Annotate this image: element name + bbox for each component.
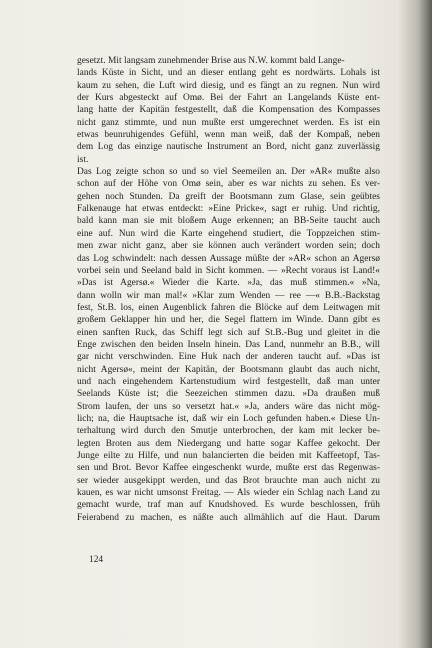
text-line: gesetzt. Mit langsam zunehmender Brise aus N.W. kommt bald Lange- bbox=[77, 56, 345, 66]
text-line: gehen noch Stunden. Da greift der Bootsmann zum Glase, sein geübtes bbox=[77, 191, 380, 202]
text-line: gar nicht verschwinden. Eine Huk nach der anderen taucht auf. »Das ist bbox=[77, 352, 380, 363]
text-line: fest, St.B. los, einen Augenblick fahren die Blöcke auf dem Leitwagen mit bbox=[77, 302, 380, 313]
text-line: dann wolln wir man mal!« »Klar zum Wenden — ree —« B.B.-Backstag bbox=[77, 290, 380, 301]
text-line: Falkenauge hat etwas entdeckt: »Eine Pricke«, sagt er ruhig. Und richtig, bbox=[77, 204, 380, 215]
text-line: etwas beunruhigendes Gefühl, wenn man weiß, daß der Kompaß, neben bbox=[77, 130, 380, 141]
text-line: lands Küste in Sicht, und an dieser entlang geht es nordwärts. Lohals ist bbox=[77, 68, 380, 79]
text-line: ist. bbox=[77, 154, 89, 165]
page-number: 124 bbox=[89, 555, 104, 565]
text-line: kauen, es war nicht umsonst Freitag. — Als wieder ein Schlag nach Land zu bbox=[77, 488, 380, 499]
text-line: Feierabend zu machen, es näßte auch allmählich auf die Haut. Darum bbox=[77, 512, 380, 523]
text-line: sen und Brot. Bevor Kaffee eingeschenkt wurde, mußte erst das Regenwas- bbox=[77, 463, 380, 474]
text-line: lang hatte der Kapitän festgestellt, daß die Kompensation des Kompasses bbox=[77, 105, 380, 116]
text-line: vorbei sein und Seeland bald in Sicht kommen. — »Recht voraus ist Land!« bbox=[77, 265, 380, 276]
text-line: Seelands Küste ist; die Seezeichen stimmen dazu. »Da draußen muß bbox=[77, 389, 380, 400]
text-block bbox=[77, 55, 380, 524]
text-line: eine auf. Nun wird die Karte eingehend studiert, die Toppzeichen stim- bbox=[77, 228, 380, 239]
text-line: bald kann man sie mit bloßem Auge erkennen; an BB-Seite taucht auch bbox=[77, 216, 380, 227]
text-line: und nach eingehendem Kartenstudium wird festgestellt, daß man unter bbox=[77, 376, 380, 387]
book-spine-shadow bbox=[418, 0, 432, 648]
text-line: Junge eilte zu Hilfe, und nun balancierten die beiden mit Kaffeetopf, Tas- bbox=[77, 451, 380, 461]
text-line: legten Broten aus dem Niedergang und hatte sogar Kaffee gekocht. Der bbox=[77, 438, 380, 449]
text-line: »Das ist Agersø.« Wieder die Karte. »Ja, das muß stimmen.« »Na, bbox=[77, 278, 380, 289]
text-line: gemacht wurde, traf man auf Knudshoved. Es wurde beschlossen, früh bbox=[77, 500, 380, 511]
text-line: Das Log zeigte schon so und so viel Seemeilen an. Der »AR« mußte also bbox=[77, 167, 380, 178]
text-line: Strom laufen, der uns so versetzt hat.« »Ja, anders wäre das nicht mög- bbox=[77, 401, 380, 412]
text-line: das Log schwindelt: nach dessen Aussage müßte der »AR« schon an Agersø bbox=[77, 253, 380, 264]
text-line: kaum zu sehen, die Luft wird diesig, und es fängt an zu regnen. Nun wird bbox=[77, 80, 380, 91]
text-line: nicht ganz stimmte, und nun mußte erst umgerechnet werden. Es ist ein bbox=[77, 117, 380, 128]
text-line: lich; na, die Hauptsache ist, daß wir ein Loch gefunden haben.« Diese Un- bbox=[77, 413, 380, 424]
text-line: ser wieder ausgekippt werden, und das Brot brauchte man auch nicht zu bbox=[77, 475, 380, 486]
text-line: men zwar nicht ganz, aber sie können auch verändert worden sein; doch bbox=[77, 241, 380, 252]
text-line: terhaltung wird durch den Smutje unterbrochen, der kam mit lecker be- bbox=[77, 426, 380, 437]
text-line: dem Log das einzige nautische Instrument an Bord, nicht ganz zuverlässig bbox=[77, 142, 380, 153]
text-line: einen sanften Ruck, das Schiff legt sich auf St.B.-Bug und gleitet in die bbox=[77, 327, 380, 338]
text-line: schon auf der Höhe von Omø sein, aber es war nichts zu sehen. Es ver- bbox=[77, 179, 380, 190]
text-line: der Kurs abgesteckt auf Omø. Bei der Fahrt an Langelands Küste ent- bbox=[77, 93, 380, 104]
text-line: nicht Agersø«, meint der Kapitän, der Bootsmann glaubt das auch nicht, bbox=[77, 364, 380, 375]
text-line: großem Geklapper hin und her, die Segel flattern im Winde. Dann gibt es bbox=[77, 315, 380, 326]
text-line: Enge zwischen den beiden Inseln hinein. Das Land, nunmehr an B.B., will bbox=[77, 339, 380, 350]
